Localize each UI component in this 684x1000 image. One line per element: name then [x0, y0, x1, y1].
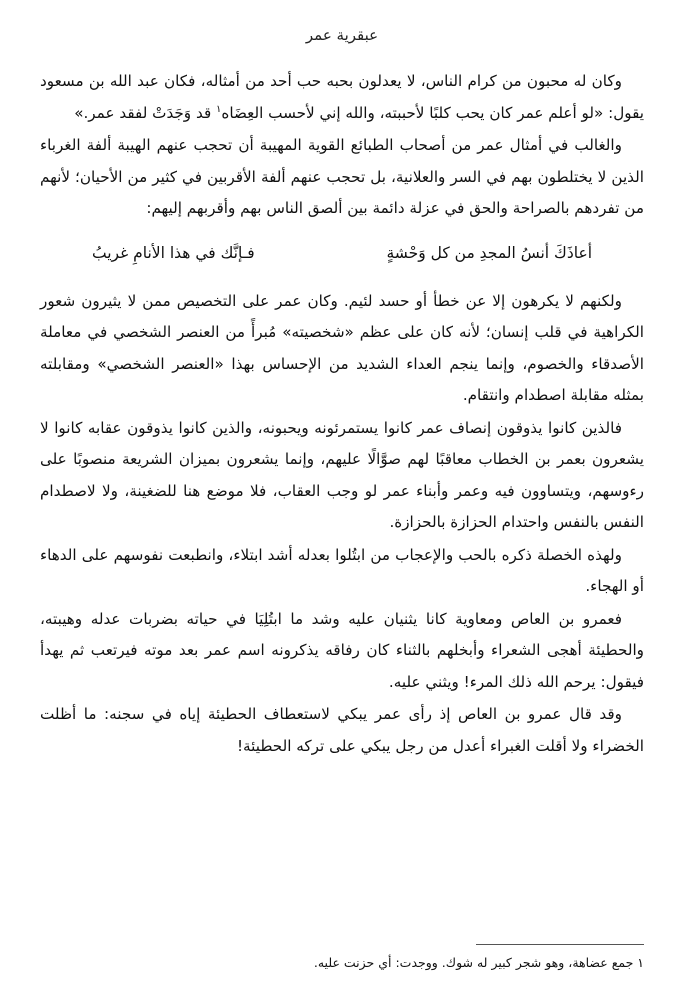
footnote-reference[interactable]: ١	[216, 103, 222, 115]
paragraph-1-text: وكان له محبون من كرام الناس، لا يعدلون بحبه حب أحد من أمثاله، فكان عبد الله بن مسعود يقول: «لو أعلم عمر كان يحب كلبًا لأحببته، والله إني لأحسب العِضَاه	[40, 72, 644, 122]
footnote: ١ جمع عضاهة، وهو شجر كبير له شوك. ووجدت: أي حزنت عليه.	[313, 955, 644, 970]
paragraph-1	[40, 66, 644, 129]
paragraph-4: فالذين كانوا يذوقون إنصاف عمر كانوا يستمرئونه ويحبونه، والذين كانوا يذوقون عقابه كانوا لا يشعرون بعمر بن الخطاب معاقبًا لهم صوَّالًا عليهم، وإنما يشعرون بميزان الشريعة منصوبًا على رءوسهم، ويتساوون فيه وعمر وأبناء عمر لو وجب العقاب، فلا موضع هنا للضغينة، ولا لاصطدام النفس بالنفس واحتدام الحزازة بالحزازة.	[40, 418, 644, 531]
running-head-title: عبقرية عمر	[305, 26, 379, 44]
verse-first-hemistich: أعاذَكَ أنسُ المجدِ من كل وَحْشةٍ	[386, 243, 592, 262]
verse-second-hemistich: فـإنَّك في هذا الأنامِ غريبُ	[92, 243, 255, 262]
paragraph-2: والغالب في أمثال عمر من أصحاب الطبائع القوية المهيبة أن تحجب عنهم الهيبة ألفة الغرباء الذين لا يختلطون بهم في السر والعلانية، بل تحجب عنهم ألفة الأقربين في كثير من الأحيان؛ لأنهم من تفردهم بالصراحة والحق في عزلة دائمة بين ألصق الناس بهم وأقربهم إليهم:	[40, 136, 644, 217]
paragraph-5: ولهذه الخصلة ذكره بالحب والإعجاب من ابتُلوا بعدله أشد ابتلاء، وانطبعت نفوسهم على الدهاء أو الهجاء.	[40, 545, 644, 595]
paragraph-6: فعمرو بن العاص ومعاوية كانا يثنيان عليه وشد ما ابتُلِيَا في حياته بضربات عدله وهيبته، والحطيئة أهجى الشعراء وأبخلهم بالثناء كان رفاقه يذكرونه اسم عمر بعد موته فيرتعب ثم يهدأ فيقول: يرحم الله ذلك المرء! ويثني عليه.	[40, 609, 644, 691]
body-text	[40, 66, 644, 763]
paragraph-1-end: قد وَجَدَتْ لفقد عمر.»	[74, 103, 212, 122]
footnote-divider	[476, 944, 644, 945]
paragraph-3: ولكنهم لا يكرهون إلا عن خطأ أو حسد لئيم. وكان عمر على التخصيص ممن لا يثيرون شعور الكراهية في قلب إنسان؛ لأنه كان على عظم «شخصيته» مُبرأً من العنصر الشخصي في معاملة الأصدقاء والخصوم، وإنما ينجم العداء الشديد من الإحساس بهذا «العنصر الشخصي» ومقابلته بمثله مقابلة اصطدام وانتقام.	[40, 291, 644, 404]
poetry-verse	[92, 238, 592, 268]
paragraph-7: وقد قال عمرو بن العاص إذ رأى عمر يبكي لاستعطاف الحطيئة إياه في سجنه: ما أظلت الخضراء ولا أقلت الغبراء أعدل من رجل يبكي على تركه الحطيئة!	[40, 705, 644, 755]
